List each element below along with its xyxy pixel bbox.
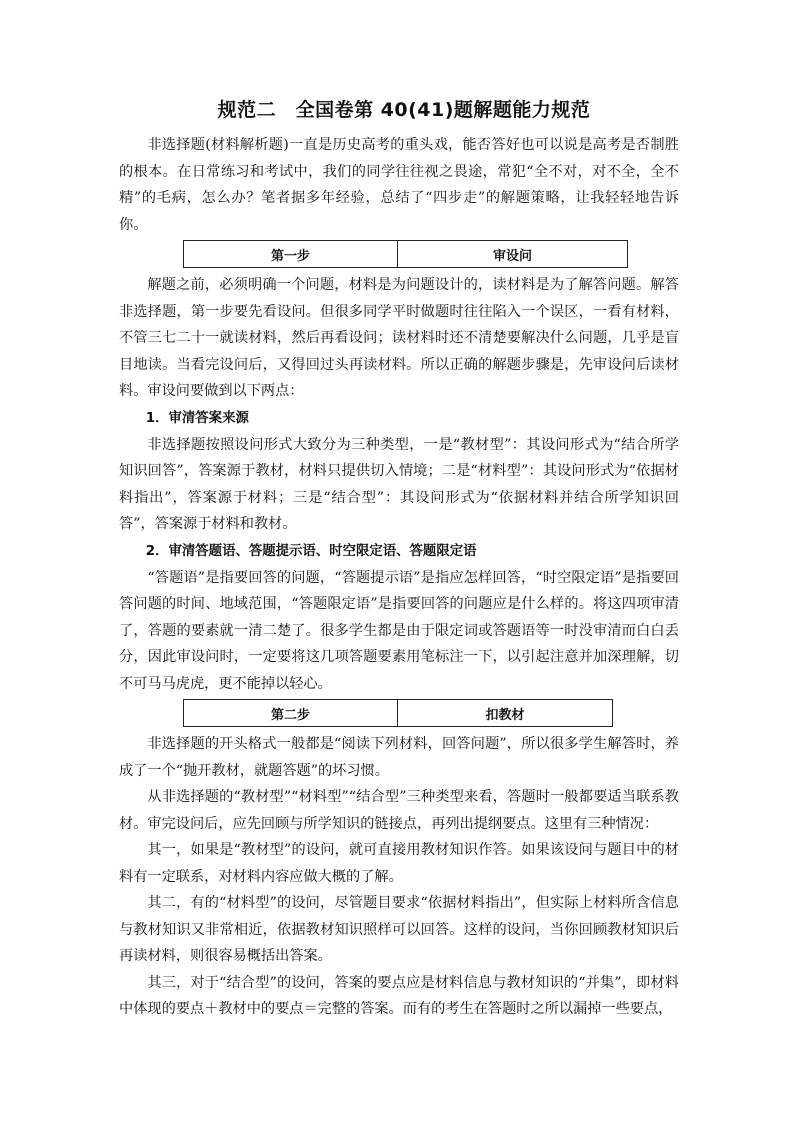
answer-terms-paragraph: “答题语”是指要回答的问题，“答题提示语”是指应怎样回答，“时空限定语”是指要回答问题的时间、地域范围，“答题限定语”是指要回答的问题应是什么样的。将这四项审清了，答题的要素就一清二楚了。很多学生都是由于限定词或答题语等一时没审清而白白丢分，因此审设问时，一定要将这几项答题要素用笔标注一下，以引起注意并加深理解，切不可马马虎虎，更不能掉以轻心。: [119, 569, 679, 692]
step-one-table: [183, 240, 628, 268]
step-two-paragraph-2: 从非选择题的“教材型”“材料型”“结合型”三种类型来看，答题时一般都要适当联系教材。审完设问后，应先回顾与所学知识的链接点，再列出提纲要点。这里有三种情况：: [119, 789, 679, 832]
intro-paragraph: 非选择题(材料解析题)一直是历史高考的重头戏，能否答好也可以说是高考是否制胜的根本。在日常练习和考试中，我们的同学往往视之畏途，常犯“全不对，对不全，全不精”的毛病，怎么办？笔者据多年经验，总结了“四步走”的解题策略，让我轻轻地告诉你。: [119, 137, 679, 233]
subheading-answer-source: 1．审清答案来源: [145, 410, 249, 426]
subheading-answer-terms: 2．审清答题语、答题提示语、时空限定语、答题限定语: [145, 543, 477, 559]
step-one-label: 第一步: [184, 241, 398, 268]
page-title: 规范二 全国卷第 40(41)题解题能力规范: [217, 99, 591, 121]
step-two-table: [183, 699, 613, 727]
step-one-paragraph: 解题之前，必须明确一个问题，材料是为问题设计的，读材料是为了解答问题。解答非选择题，第一步要先看设问。但很多同学平时做题时往往陷入一个误区，一看有材料，不管三七二十一就读材料，然后再看设问；读材料时还不清楚要解决什么问题，几乎是盲目地读。当看完设问后，又得回过头再读材料。所以正确的解题步骤是，先审设问后读材料。审设问要做到以下两点：: [119, 277, 679, 399]
step-two-label: 第二步: [184, 700, 398, 727]
answer-source-paragraph: 非选择题按照设问形式大致分为三种类型，一是“教材型”：其设问形式为“结合所学知识回答”，答案源于教材，材料只提供切入情境；二是“材料型”：其设问形式为“依据材料指出”，答案源于材料；三是“结合型”：其设问形式为“依据材料并结合所学知识回答”，答案源于材料和教材。: [119, 436, 679, 532]
case-one-paragraph: 其一，如果是“教材型”的设问，就可直接用教材知识作答。如果该设问与题目中的材料有一定联系，对材料内容应做大概的了解。: [119, 842, 679, 885]
document-body: [119, 96, 679, 1023]
case-two-paragraph: 其二，有的“材料型”的设问，尽管题目要求“依据材料指出”，但实际上材料所含信息与教材知识又非常相近，依据教材知识照样可以回答。这样的设问，当你回顾教材知识后再读材料，则很容易概括出答案。: [119, 895, 679, 964]
case-three-paragraph: 其三，对于“结合型”的设问，答案的要点应是材料信息与教材知识的“并集”，即材料中体现的要点＋教材中的要点＝完整的答案。而有的考生在答题时之所以漏掉一些要点，: [119, 974, 679, 1017]
step-two-name: 扣教材: [398, 700, 613, 727]
step-two-paragraph-1: 非选择题的开头格式一般都是“阅读下列材料，回答问题”，所以很多学生解答时，养成了一个“抛开教材，就题答题”的坏习惯。: [119, 736, 679, 779]
step-one-name: 审设问: [398, 241, 628, 268]
